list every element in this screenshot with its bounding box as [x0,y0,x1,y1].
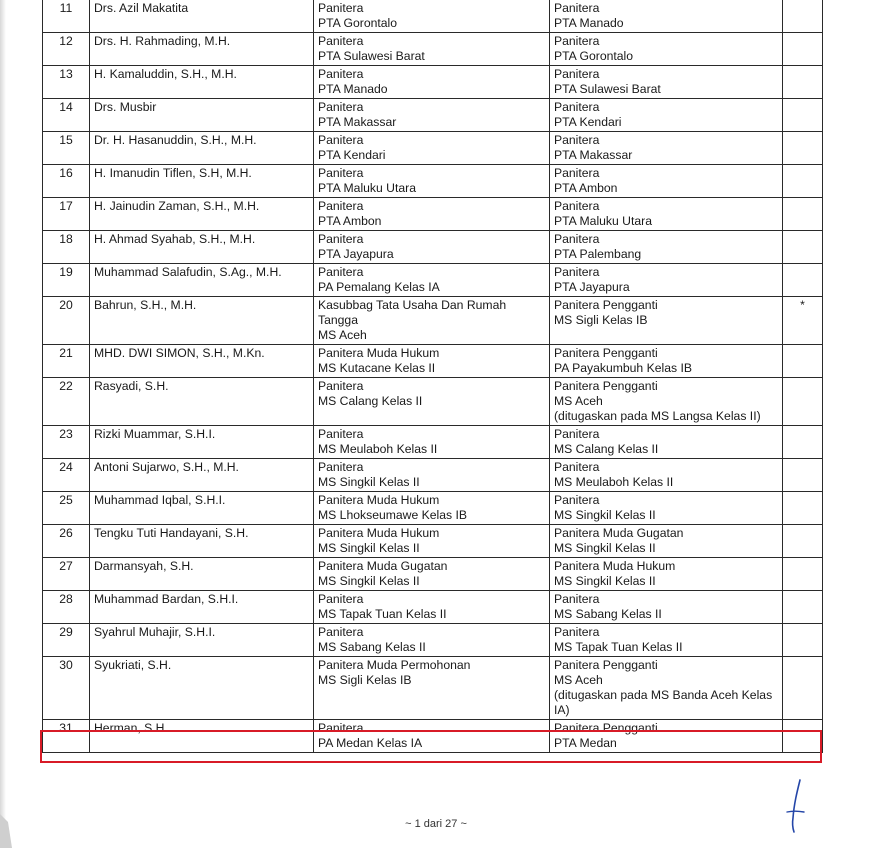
row-number: 27 [43,558,90,591]
current-position-line: PTA Ambon [318,214,382,228]
row-number: 12 [43,33,90,66]
note-mark [783,459,823,492]
page-corner-fold [0,810,20,848]
new-position-line: PA Payakumbuh Kelas IB [554,361,692,375]
current-position-line: MS Sabang Kelas II [318,640,426,654]
new-position [550,66,783,99]
note-mark [783,231,823,264]
current-position-line: Panitera [318,625,364,639]
employee-name: Bahrun, S.H., M.H. [90,297,314,345]
current-position-line: PTA Kendari [318,148,386,162]
new-position-line: Panitera [554,166,600,180]
current-position-line: MS Calang Kelas II [318,394,423,408]
row-number: 23 [43,426,90,459]
employee-name: H. Jainudin Zaman, S.H., M.H. [90,198,314,231]
current-position-line: Panitera Muda Hukum [318,346,440,360]
note-mark [783,0,823,33]
current-position-line: MS Lhokseumawe Kelas IB [318,508,468,522]
current-position-line: Panitera Muda Hukum [318,526,440,540]
current-position [314,657,550,720]
employee-name: H. Imanudin Tiflen, S.H, M.H. [90,165,314,198]
employee-name: Muhammad Salafudin, S.Ag., M.H. [90,264,314,297]
new-position-line: PTA Medan [554,736,617,750]
current-position-line: MS Singkil Kelas II [318,475,420,489]
table-row [43,264,823,297]
current-position-line: Panitera [318,460,364,474]
employee-name: Syukriati, S.H. [90,657,314,720]
current-position [314,378,550,426]
new-position-line: Panitera Muda Gugatan [554,526,684,540]
table-row [43,378,823,426]
new-position-line: Panitera Pengganti [554,721,658,735]
employee-name: H. Ahmad Syahab, S.H., M.H. [90,231,314,264]
current-position-line: Panitera [318,34,364,48]
current-position [314,525,550,558]
current-position [314,720,550,753]
new-position [550,591,783,624]
page-edge-shadow [0,0,6,848]
new-position [550,264,783,297]
new-position-line: Panitera [554,460,600,474]
new-position-line: Panitera [554,265,600,279]
new-position [550,33,783,66]
row-number: 18 [43,231,90,264]
current-position [314,66,550,99]
note-mark [783,492,823,525]
signature-initial-mark [782,778,812,834]
note-mark [783,165,823,198]
current-position-line: PTA Maluku Utara [318,181,416,195]
note-mark [783,426,823,459]
row-number: 21 [43,345,90,378]
current-position-line: Panitera [318,1,364,15]
current-position [314,459,550,492]
new-position [550,198,783,231]
note-mark [783,264,823,297]
table-row [43,66,823,99]
new-position-line: MS Tapak Tuan Kelas II [554,640,683,654]
current-position-line: Panitera [318,199,364,213]
page-number: ~ 1 dari 27 ~ [405,818,467,830]
new-position-line: Panitera Pengganti [554,658,658,672]
current-position [314,345,550,378]
new-position-line: MS Meulaboh Kelas II [554,475,674,489]
new-position-line: Panitera Pengganti [554,298,658,312]
table-row [43,624,823,657]
current-position [314,198,550,231]
table-row [43,525,823,558]
note-mark [783,66,823,99]
table-row [43,297,823,345]
row-number: 14 [43,99,90,132]
current-position-line: MS Singkil Kelas II [318,574,420,588]
note-mark [783,198,823,231]
current-position-line: Panitera Muda Hukum [318,493,440,507]
table-row [43,657,823,720]
row-number: 13 [43,66,90,99]
note-mark: * [783,297,823,345]
note-mark [783,624,823,657]
current-position [314,558,550,591]
row-number: 19 [43,264,90,297]
new-position-line: MS Singkil Kelas II [554,574,656,588]
current-position-line: Panitera [318,100,364,114]
current-position-line: Panitera [318,379,364,393]
new-position [550,720,783,753]
current-position-line: PTA Makassar [318,115,397,129]
new-position [550,657,783,720]
new-position-line: MS Sabang Kelas II [554,607,662,621]
current-position [314,231,550,264]
table-row [43,33,823,66]
new-position-line: PTA Ambon [554,181,618,195]
employee-name: Darmansyah, S.H. [90,558,314,591]
new-position-line: Panitera [554,493,600,507]
current-position-line: Panitera [318,427,364,441]
new-position-line: Panitera [554,625,600,639]
note-mark [783,558,823,591]
employee-name: Rasyadi, S.H. [90,378,314,426]
new-position-line: PTA Maluku Utara [554,214,652,228]
current-position-line: Tangga [318,313,358,327]
current-position [314,297,550,345]
row-number: 20 [43,297,90,345]
new-position [550,231,783,264]
table-row [43,720,823,753]
new-position-line: (ditugaskan pada MS Banda Aceh Kelas IA) [554,688,773,717]
current-position-line: MS Singkil Kelas II [318,541,420,555]
employee-name: Antoni Sujarwo, S.H., M.H. [90,459,314,492]
employee-name: Muhammad Bardan, S.H.I. [90,591,314,624]
current-position-line: PA Medan Kelas IA [318,736,423,750]
new-position-line: PTA Makassar [554,148,633,162]
current-position-line: MS Meulaboh Kelas II [318,442,438,456]
current-position-line: PTA Gorontalo [318,16,398,30]
current-position-line: MS Tapak Tuan Kelas II [318,607,447,621]
new-position-line: Panitera Muda Hukum [554,559,676,573]
note-mark [783,591,823,624]
current-position-line: PTA Sulawesi Barat [318,49,425,63]
current-position [314,132,550,165]
current-position-line: PTA Jayapura [318,247,394,261]
table-body [43,0,823,753]
table-row [43,231,823,264]
current-position-line: MS Kutacane Kelas II [318,361,436,375]
new-position-line: Panitera [554,133,600,147]
new-position [550,525,783,558]
note-mark [783,657,823,720]
current-position-line: MS Aceh [318,328,367,342]
new-position-line: MS Aceh [554,673,603,687]
employee-name: Dr. H. Hasanuddin, S.H., M.H. [90,132,314,165]
new-position-line: MS Calang Kelas II [554,442,659,456]
employee-name: Drs. H. Rahmading, M.H. [90,33,314,66]
new-position-line: Panitera Pengganti [554,346,658,360]
new-position [550,492,783,525]
new-position [550,459,783,492]
new-position-line: PTA Sulawesi Barat [554,82,661,96]
employee-name: Drs. Musbir [90,99,314,132]
employee-name: Syahrul Muhajir, S.H.I. [90,624,314,657]
employee-name: Drs. Azil Makatita [90,0,314,33]
row-number: 16 [43,165,90,198]
new-position [550,624,783,657]
table-row [43,459,823,492]
note-mark [783,525,823,558]
table-row [43,426,823,459]
row-number: 24 [43,459,90,492]
new-position [550,132,783,165]
table-row [43,132,823,165]
new-position-line: MS Aceh [554,394,603,408]
new-position [550,165,783,198]
note-mark [783,132,823,165]
personnel-rotation-table [42,0,823,753]
current-position [314,624,550,657]
new-position-line: Panitera [554,34,600,48]
new-position [550,99,783,132]
current-position-line: Kasubbag Tata Usaha Dan Rumah [318,298,507,312]
employee-name: Muhammad Iqbal, S.H.I. [90,492,314,525]
row-number: 29 [43,624,90,657]
current-position-line: PTA Manado [318,82,388,96]
new-position [550,345,783,378]
new-position-line: Panitera [554,100,600,114]
current-position [314,33,550,66]
new-position [550,378,783,426]
current-position [314,0,550,33]
new-position-line: PTA Gorontalo [554,49,634,63]
employee-name: MHD. DWI SIMON, S.H., M.Kn. [90,345,314,378]
row-number: 30 [43,657,90,720]
table-row [43,165,823,198]
row-number: 22 [43,378,90,426]
current-position-line: Panitera [318,232,364,246]
current-position [314,264,550,297]
table-row [43,0,823,33]
new-position-line: (ditugaskan pada MS Langsa Kelas II) [554,409,761,423]
new-position-line: Panitera [554,1,600,15]
new-position-line: Panitera [554,592,600,606]
current-position-line: Panitera [318,592,364,606]
current-position [314,591,550,624]
row-number: 28 [43,591,90,624]
new-position [550,0,783,33]
row-number: 11 [43,0,90,33]
new-position-line: Panitera [554,232,600,246]
new-position-line: PTA Kendari [554,115,622,129]
row-number: 26 [43,525,90,558]
current-position [314,165,550,198]
current-position [314,492,550,525]
table-row [43,345,823,378]
new-position-line: Panitera [554,67,600,81]
new-position [550,426,783,459]
new-position-line: MS Singkil Kelas II [554,508,656,522]
note-mark [783,378,823,426]
note-mark [783,720,823,753]
new-position-line: Panitera [554,199,600,213]
current-position-line: PA Pemalang Kelas IA [318,280,440,294]
note-mark [783,99,823,132]
current-position [314,426,550,459]
new-position-line: Panitera [554,427,600,441]
current-position-line: Panitera [318,67,364,81]
table-row [43,492,823,525]
new-position-line: PTA Palembang [554,247,642,261]
row-number: 15 [43,132,90,165]
table-row [43,591,823,624]
row-number: 31 [43,720,90,753]
table-row [43,99,823,132]
current-position [314,99,550,132]
table-row [43,558,823,591]
employee-name: Rizki Muammar, S.H.I. [90,426,314,459]
row-number: 25 [43,492,90,525]
current-position-line: MS Sigli Kelas IB [318,673,412,687]
row-number: 17 [43,198,90,231]
note-mark [783,345,823,378]
new-position-line: Panitera Pengganti [554,379,658,393]
note-mark [783,33,823,66]
current-position-line: Panitera Muda Permohonan [318,658,471,672]
current-position-line: Panitera Muda Gugatan [318,559,448,573]
new-position [550,297,783,345]
current-position-line: Panitera [318,721,364,735]
current-position-line: Panitera [318,133,364,147]
current-position-line: Panitera [318,166,364,180]
employee-name: Herman, S.H. [90,720,314,753]
new-position-line: PTA Manado [554,16,624,30]
new-position-line: MS Singkil Kelas II [554,541,656,555]
new-position-line: MS Sigli Kelas IB [554,313,648,327]
new-position-line: PTA Jayapura [554,280,630,294]
table-row [43,198,823,231]
employee-name: H. Kamaluddin, S.H., M.H. [90,66,314,99]
current-position-line: Panitera [318,265,364,279]
new-position [550,558,783,591]
employee-name: Tengku Tuti Handayani, S.H. [90,525,314,558]
